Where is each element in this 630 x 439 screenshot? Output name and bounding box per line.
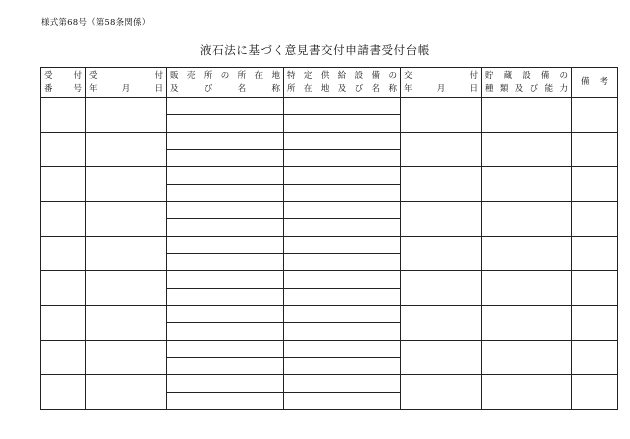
cell-tokutei-setsubi[interactable] [284, 98, 401, 115]
header-char: 能 [544, 83, 554, 94]
header-char: 種 [485, 83, 494, 94]
cell-tokutei-setsubi[interactable] [284, 288, 401, 305]
cell-hanbaisho[interactable] [167, 288, 284, 305]
cell-chozou-setsubi[interactable] [482, 305, 572, 340]
header-char: 受 [44, 70, 53, 81]
cell-uketsuke-bangou[interactable] [41, 167, 86, 202]
cell-tokutei-setsubi[interactable] [284, 323, 401, 340]
header-char: 付 [73, 70, 82, 81]
header-char: 所 [287, 83, 296, 94]
cell-hanbaisho[interactable] [167, 184, 284, 201]
header-char: 月 [436, 83, 446, 94]
header-char: 所 [203, 70, 213, 81]
cell-koufu-date[interactable] [401, 236, 482, 271]
cell-tokutei-setsubi[interactable] [284, 115, 401, 132]
table-row [41, 340, 618, 357]
header-char: 力 [559, 83, 568, 94]
cell-koufu-date[interactable] [401, 305, 482, 340]
header-line [572, 76, 617, 89]
header-char: 名 [237, 83, 247, 94]
header-line [482, 83, 571, 96]
cell-hanbaisho[interactable] [167, 340, 284, 357]
cell-tokutei-setsubi[interactable] [284, 149, 401, 166]
cell-koufu-date[interactable] [401, 201, 482, 236]
header-char: 称 [388, 83, 397, 94]
cell-hanbaisho[interactable] [167, 219, 284, 236]
header-char: 及 [514, 83, 524, 94]
header-char: び [203, 83, 213, 94]
cell-uketsuke-date[interactable] [86, 236, 167, 271]
header-char: 設 [522, 70, 531, 81]
header-char: 設 [354, 70, 364, 81]
cell-uketsuke-bangou[interactable] [41, 271, 86, 306]
cell-koufu-date[interactable] [401, 271, 482, 306]
cell-koufu-date[interactable] [401, 167, 482, 202]
header-char: 及 [337, 83, 347, 94]
cell-uketsuke-bangou[interactable] [41, 98, 86, 133]
table-row [41, 375, 618, 392]
header-char: 付 [469, 70, 478, 81]
cell-chozou-setsubi[interactable] [482, 375, 572, 410]
header-char: 付 [154, 70, 163, 81]
table-row [41, 201, 618, 218]
cell-uketsuke-date[interactable] [86, 271, 167, 306]
header-char: 所 [237, 70, 247, 81]
cell-tokutei-setsubi[interactable] [284, 236, 401, 253]
form-number: 様式第68号（第58条関係） [41, 18, 151, 28]
table-row [41, 271, 618, 288]
cell-uketsuke-date[interactable] [86, 201, 167, 236]
cell-hanbaisho[interactable] [167, 115, 284, 132]
cell-hanbaisho[interactable] [167, 167, 284, 184]
cell-uketsuke-date[interactable] [86, 375, 167, 410]
header-char: 備 [580, 77, 590, 87]
header-koufu-date [401, 68, 482, 98]
header-char: び [529, 83, 539, 94]
header-line [167, 70, 283, 83]
header-uketsuke-bangou [41, 68, 86, 98]
cell-bikou[interactable] [572, 305, 618, 340]
cell-chozou-setsubi[interactable] [482, 271, 572, 306]
cell-bikou[interactable] [572, 167, 618, 202]
header-char: 類 [499, 83, 509, 94]
cell-bikou[interactable] [572, 201, 618, 236]
header-uketsuke-date [86, 68, 167, 98]
header-line [284, 83, 400, 96]
header-char: 地 [271, 70, 280, 81]
cell-uketsuke-date[interactable] [86, 305, 167, 340]
cell-hanbaisho[interactable] [167, 236, 284, 253]
header-char: 在 [303, 83, 313, 94]
cell-hanbaisho[interactable] [167, 323, 284, 340]
cell-hanbaisho[interactable] [167, 271, 284, 288]
header-char: 日 [469, 83, 478, 94]
cell-uketsuke-bangou[interactable] [41, 340, 86, 375]
header-char: 供 [320, 70, 330, 81]
cell-chozou-setsubi[interactable] [482, 201, 572, 236]
cell-tokutei-setsubi[interactable] [284, 132, 401, 149]
cell-tokutei-setsubi[interactable] [284, 219, 401, 236]
cell-tokutei-setsubi[interactable] [284, 340, 401, 357]
header-line [401, 70, 481, 83]
cell-hanbaisho[interactable] [167, 98, 284, 115]
cell-tokutei-setsubi[interactable] [284, 253, 401, 270]
header-char: 販 [170, 70, 179, 81]
header-line [41, 83, 85, 96]
cell-uketsuke-bangou[interactable] [41, 236, 86, 271]
header-char: 及 [170, 83, 179, 94]
cell-tokutei-setsubi[interactable] [284, 167, 401, 184]
cell-uketsuke-bangou[interactable] [41, 201, 86, 236]
header-char: の [559, 70, 568, 81]
cell-bikou[interactable] [572, 132, 618, 167]
header-char: 号 [73, 83, 82, 94]
cell-uketsuke-bangou[interactable] [41, 375, 86, 410]
cell-tokutei-setsubi[interactable] [284, 201, 401, 218]
cell-uketsuke-date[interactable] [86, 340, 167, 375]
header-char: 交 [404, 70, 413, 81]
cell-chozou-setsubi[interactable] [482, 98, 572, 133]
table-row [41, 132, 618, 149]
cell-koufu-date[interactable] [401, 340, 482, 375]
header-tokutei-setsubi [284, 68, 401, 98]
cell-bikou[interactable] [572, 98, 618, 133]
header-char: 名 [371, 83, 381, 94]
ledger-body [41, 98, 618, 410]
header-char: 特 [287, 70, 296, 81]
cell-uketsuke-date[interactable] [86, 98, 167, 133]
cell-hanbaisho[interactable] [167, 201, 284, 218]
header-char: 給 [337, 70, 347, 81]
header-char: 年 [404, 83, 413, 94]
header-char: 貯 [485, 70, 494, 81]
header-char: の [220, 70, 230, 81]
header-line [86, 70, 166, 83]
cell-bikou[interactable] [572, 236, 618, 271]
header-char: 月 [121, 83, 131, 94]
cell-hanbaisho[interactable] [167, 149, 284, 166]
cell-uketsuke-date[interactable] [86, 132, 167, 167]
ledger-table [40, 67, 618, 410]
table-row [41, 167, 618, 184]
header-char: 在 [254, 70, 264, 81]
cell-hanbaisho[interactable] [167, 253, 284, 270]
header-hanbaisho [167, 68, 284, 98]
cell-uketsuke-date[interactable] [86, 167, 167, 202]
header-char: び [354, 83, 364, 94]
cell-bikou[interactable] [572, 375, 618, 410]
header-line [167, 83, 283, 96]
header-line [284, 70, 400, 83]
cell-chozou-setsubi[interactable] [482, 340, 572, 375]
header-char: 受 [89, 70, 98, 81]
cell-tokutei-setsubi[interactable] [284, 392, 401, 409]
header-char: 称 [271, 83, 280, 94]
cell-chozou-setsubi[interactable] [482, 236, 572, 271]
cell-hanbaisho[interactable] [167, 357, 284, 374]
form-title: 液石法に基づく意見書交付申請書受付台帳 [200, 43, 430, 57]
header-chozou-setsubi [482, 68, 572, 98]
cell-koufu-date[interactable] [401, 98, 482, 133]
header-char: の [388, 70, 397, 81]
ledger-header [41, 68, 618, 98]
header-char: 考 [599, 77, 608, 87]
cell-tokutei-setsubi[interactable] [284, 184, 401, 201]
header-line [401, 83, 481, 96]
cell-koufu-date[interactable] [401, 375, 482, 410]
header-char: 蔵 [503, 70, 513, 81]
table-row [41, 236, 618, 253]
cell-tokutei-setsubi[interactable] [284, 305, 401, 322]
header-char: 売 [186, 70, 196, 81]
header-line [41, 70, 85, 83]
table-row [41, 98, 618, 115]
cell-chozou-setsubi[interactable] [482, 167, 572, 202]
cell-uketsuke-bangou[interactable] [41, 132, 86, 167]
header-char: 備 [540, 70, 550, 81]
header-char: 日 [154, 83, 163, 94]
header-char: 年 [89, 83, 98, 94]
cell-hanbaisho[interactable] [167, 305, 284, 322]
cell-hanbaisho[interactable] [167, 375, 284, 392]
header-char: 定 [303, 70, 313, 81]
header-char: 備 [371, 70, 381, 81]
header-char: 地 [320, 83, 330, 94]
cell-tokutei-setsubi[interactable] [284, 271, 401, 288]
header-line [482, 70, 571, 83]
cell-koufu-date[interactable] [401, 132, 482, 167]
cell-hanbaisho[interactable] [167, 132, 284, 149]
header-char: 番 [44, 83, 53, 94]
header-line [86, 83, 166, 96]
header-bikou [572, 68, 618, 98]
cell-tokutei-setsubi[interactable] [284, 375, 401, 392]
cell-chozou-setsubi[interactable] [482, 132, 572, 167]
cell-uketsuke-bangou[interactable] [41, 305, 86, 340]
cell-tokutei-setsubi[interactable] [284, 357, 401, 374]
cell-bikou[interactable] [572, 271, 618, 306]
cell-hanbaisho[interactable] [167, 392, 284, 409]
table-row [41, 305, 618, 322]
cell-bikou[interactable] [572, 340, 618, 375]
